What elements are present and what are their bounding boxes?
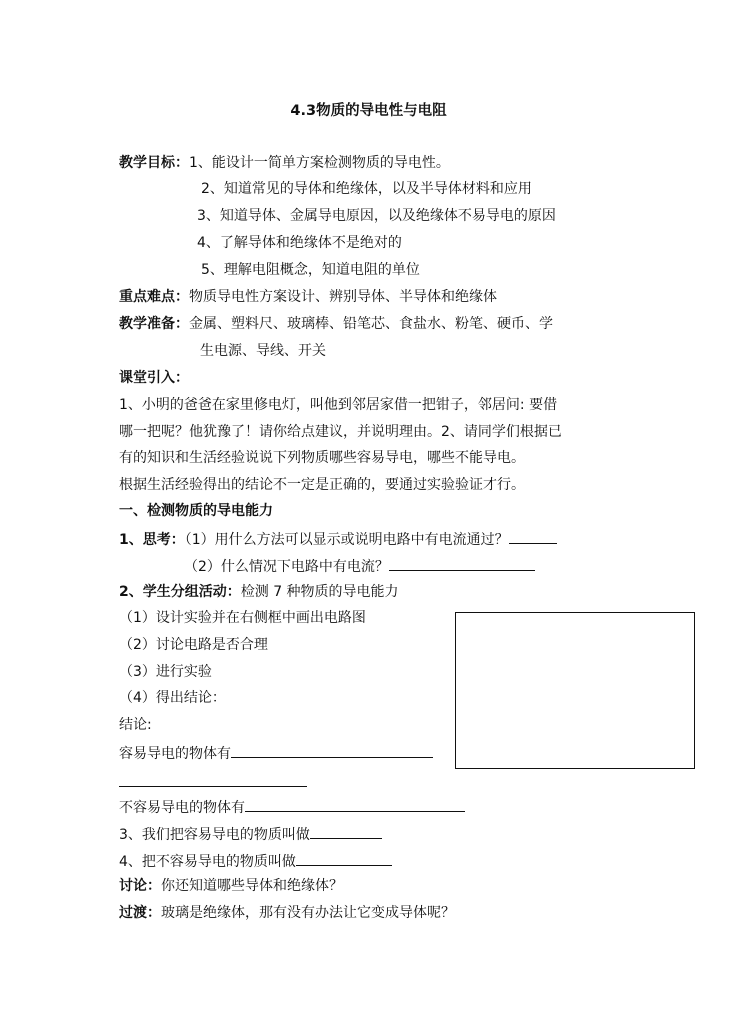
objective-item: 1、能设计一简单方案检测物质的导电性。 <box>189 155 450 171</box>
preparation-row <box>119 314 553 334</box>
intro-line: 有的知识和生活经验说说下列物质哪些容易导电，哪些不能导电。 <box>119 450 525 466</box>
transition-label: 过渡： <box>119 905 161 921</box>
step-item: （2）讨论电路是否合理 <box>119 637 268 653</box>
section-heading: 一、检测物质的导电能力 <box>119 503 273 519</box>
activity-text: 检测 7 种物质的导电能力 <box>240 584 399 600</box>
answer-blank[interactable] <box>296 850 392 866</box>
page-title: 4.3物质的导电性与电阻 <box>290 103 447 119</box>
think-question-1: （1）用什么方法可以显示或说明电路中有电流通过？ <box>184 532 509 548</box>
think-row-2 <box>184 555 535 577</box>
preparation-text: 金属、塑料尺、玻璃棒、铅笔芯、食盐水、粉笔、硬币、学 <box>189 316 553 332</box>
objective-item: 3、知道导体、金属导电原因，以及绝缘体不易导电的原因 <box>197 208 556 224</box>
conductors-row <box>119 742 433 764</box>
conclusion-label: 结论: <box>119 717 152 733</box>
step-item: （1）设计实验并在右侧框中画出电路图 <box>119 610 366 626</box>
key-points-row <box>119 287 497 307</box>
objective-item: 2、知道常见的导体和绝缘体，以及半导体材料和应用 <box>201 181 532 197</box>
key-points-label: 重点难点： <box>119 289 189 305</box>
key-points-text: 物质导电性方案设计、辨别导体、半导体和绝缘体 <box>189 289 497 305</box>
answer-blank[interactable] <box>245 796 465 812</box>
step-item: （4）得出结论： <box>119 690 226 706</box>
preparation-label: 教学准备： <box>119 316 189 332</box>
answer-blank[interactable] <box>389 555 535 571</box>
intro-label: 课堂引入： <box>119 370 189 386</box>
objectives-label: 教学目标： <box>119 155 189 171</box>
think-question-2: （2）什么情况下电路中有电流？ <box>184 559 389 575</box>
conductors-label: 容易导电的物体有 <box>119 746 231 762</box>
preparation-text-cont: 生电源、导线、开关 <box>200 343 326 359</box>
discussion-text: 你还知道哪些导体和绝缘体？ <box>161 878 343 894</box>
intro-line: 1、小明的爸爸在家里修电灯，叫他到邻居家借一把钳子，邻居问: 要借 <box>119 397 558 413</box>
circuit-diagram-box[interactable] <box>455 612 695 769</box>
step-item: （3）进行实验 <box>119 664 212 680</box>
objective-item: 4、了解导体和绝缘体不是绝对的 <box>197 235 402 251</box>
answer-blank[interactable] <box>231 742 433 758</box>
answer-blank[interactable] <box>310 823 382 839</box>
objective-item: 5、理解电阻概念，知道电阻的单位 <box>201 262 420 278</box>
answer-blank[interactable] <box>509 528 557 544</box>
activity-row <box>119 582 399 602</box>
answer-line[interactable] <box>119 786 307 787</box>
think-label: 1、思考： <box>119 532 185 548</box>
insulators-row <box>119 796 465 818</box>
question-4-row <box>119 850 392 872</box>
question-3-row <box>119 823 382 845</box>
discussion-row <box>119 876 343 896</box>
discussion-label: 讨论： <box>119 878 161 894</box>
intro-line: 根据生活经验得出的结论不一定是正确的，要通过实验验证才行。 <box>119 477 525 493</box>
insulators-label: 不容易导电的物体有 <box>119 800 245 816</box>
intro-line: 哪一把呢？他犹豫了！请你给点建议，并说明理由。2、请同学们根据已 <box>119 424 562 440</box>
question-4: 4、把不容易导电的物质叫做 <box>119 854 296 870</box>
think-row <box>119 528 557 550</box>
activity-label: 2、学生分组活动： <box>119 584 241 600</box>
transition-row <box>119 903 455 923</box>
objectives-row <box>119 153 450 173</box>
transition-text: 玻璃是绝缘体，那有没有办法让它变成导体呢？ <box>161 905 455 921</box>
question-3: 3、我们把容易导电的物质叫做 <box>119 827 310 843</box>
